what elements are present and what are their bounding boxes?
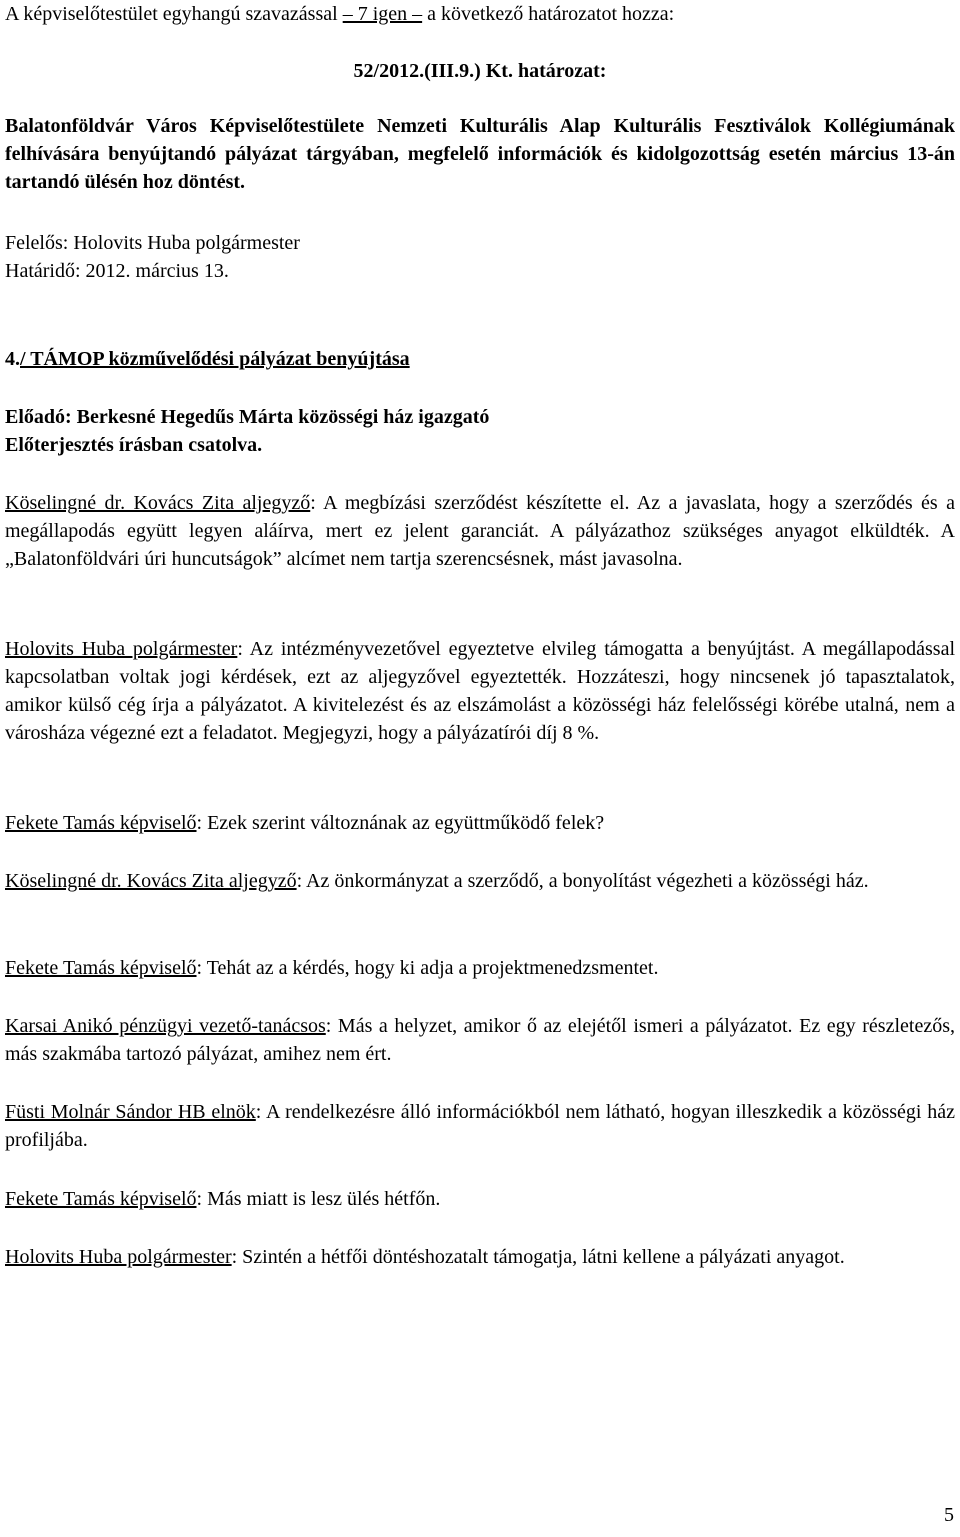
page-number: 5 [944,1504,954,1526]
speech-text: : Az önkormányzat a szerződő, a bonyolítást végezheti a közösségi ház. [296,870,869,892]
speech-text: : A rendelkezésre álló információkból nem látható, hogyan illeszkedik a közösségi ház profiljába. [5,1101,955,1151]
agenda-item-heading [5,345,955,373]
speech-paragraph [5,1185,955,1213]
speech-paragraph [5,809,955,837]
speech-paragraph [5,867,955,895]
speech-paragraph [5,489,955,573]
agenda-item-details [5,403,955,459]
resolution-responsible: Felelős: Holovits Huba polgármester [5,232,300,254]
speech-text: : Ezek szerint változnának az együttműködő felek? [196,812,605,834]
speech-text: : Tehát az a kérdés, hogy ki adja a projektmenedzsmentet. [196,957,659,979]
speech-paragraph [5,635,955,747]
vote-intro [5,0,955,28]
speaker-name: Fekete Tamás képviselő [5,812,197,834]
vote-intro-suffix: a következő határozatot hozza: [422,3,675,25]
speech-text: : Más a helyzet, amikor ő az elejétől ismeri a pályázatot. Ez egy részletezős, más szakmába tartozó pályázat, amihez nem ért. [5,1015,955,1065]
resolution-number: 52/2012.(III.9.) Kt. határozat: [353,60,607,82]
speaker-name: Karsai Anikó pénzügyi vezető-tanácsos [5,1015,326,1037]
speech-text: : Az intézményvezetővel egyeztetve elvileg támogatta a benyújtást. A megállapodással kapcsolatban voltak jogi kérdések, ezt az aljegyzővel egyeztették. Hozzáteszi, hogy nincsenek jó tapasztalatok, amikor külső cég írja a pályázatot. A kivitelezést és az elszámolást a közösségi ház felelősségi körébe utalná, nem a városháza végezné ezt a feladatot. Megjegyzi, hogy a pályázatírói díj 8 %. [5,638,955,744]
agenda-item-presenter: Előadó: Berkesné Hegedűs Márta közösségi ház igazgató [5,406,490,428]
speaker-name: Fekete Tamás képviselő [5,1188,197,1210]
resolution-deadline: Határidő: 2012. március 13. [5,260,229,282]
speaker-name: Holovits Huba polgármester [5,1246,232,1268]
speech-paragraph [5,1012,955,1068]
speech-paragraph [5,1098,955,1154]
vote-intro-prefix: A képviselőtestület egyhangú szavazással [5,3,343,25]
resolution-number-block [5,57,955,85]
resolution-text: Balatonföldvár Város Képviselőtestülete Nemzeti Kulturális Alap Kulturális Fesztiválok Kollégiumának felhívására benyújtandó pályázat tárgyában, megfelelő információk és kidolgozottság esetén március 13-án tartandó ülésén hoz döntést. [5,115,955,193]
speaker-name: Füsti Molnár Sándor HB elnök [5,1101,256,1123]
resolution-text-block [5,112,955,196]
speech-paragraph [5,1243,955,1271]
resolution-meta [5,229,955,285]
speech-text: : Szintén a hétfői döntéshozatalt támogatja, látni kellene a pályázati anyagot. [231,1246,845,1268]
agenda-item-number: 4. [5,348,20,370]
agenda-item-title: / TÁMOP közművelődési pályázat benyújtása [20,348,410,370]
speaker-name: Fekete Tamás képviselő [5,957,197,979]
speech-text: : Más miatt is lesz ülés hétfőn. [196,1188,441,1210]
speaker-name: Köselingné dr. Kovács Zita aljegyző [5,870,297,892]
speech-text: : A megbízási szerződést készítette el. Az a javaslata, hogy a szerződés és a megállapodás együtt legyen aláírva, mert ez jelent garanciát. A pályázathoz szükséges anyagot elküldték. A „Balatonföldvári úri huncutságok” alcímet nem tartja szerencsésnek, mást javasolna. [5,492,955,570]
agenda-item-attachment: Előterjesztés írásban csatolva. [5,434,263,456]
speaker-name: Holovits Huba polgármester [5,638,238,660]
vote-count: – 7 igen – [342,3,423,25]
speaker-name: Köselingné dr. Kovács Zita aljegyző [5,492,311,514]
speech-paragraph [5,954,955,982]
